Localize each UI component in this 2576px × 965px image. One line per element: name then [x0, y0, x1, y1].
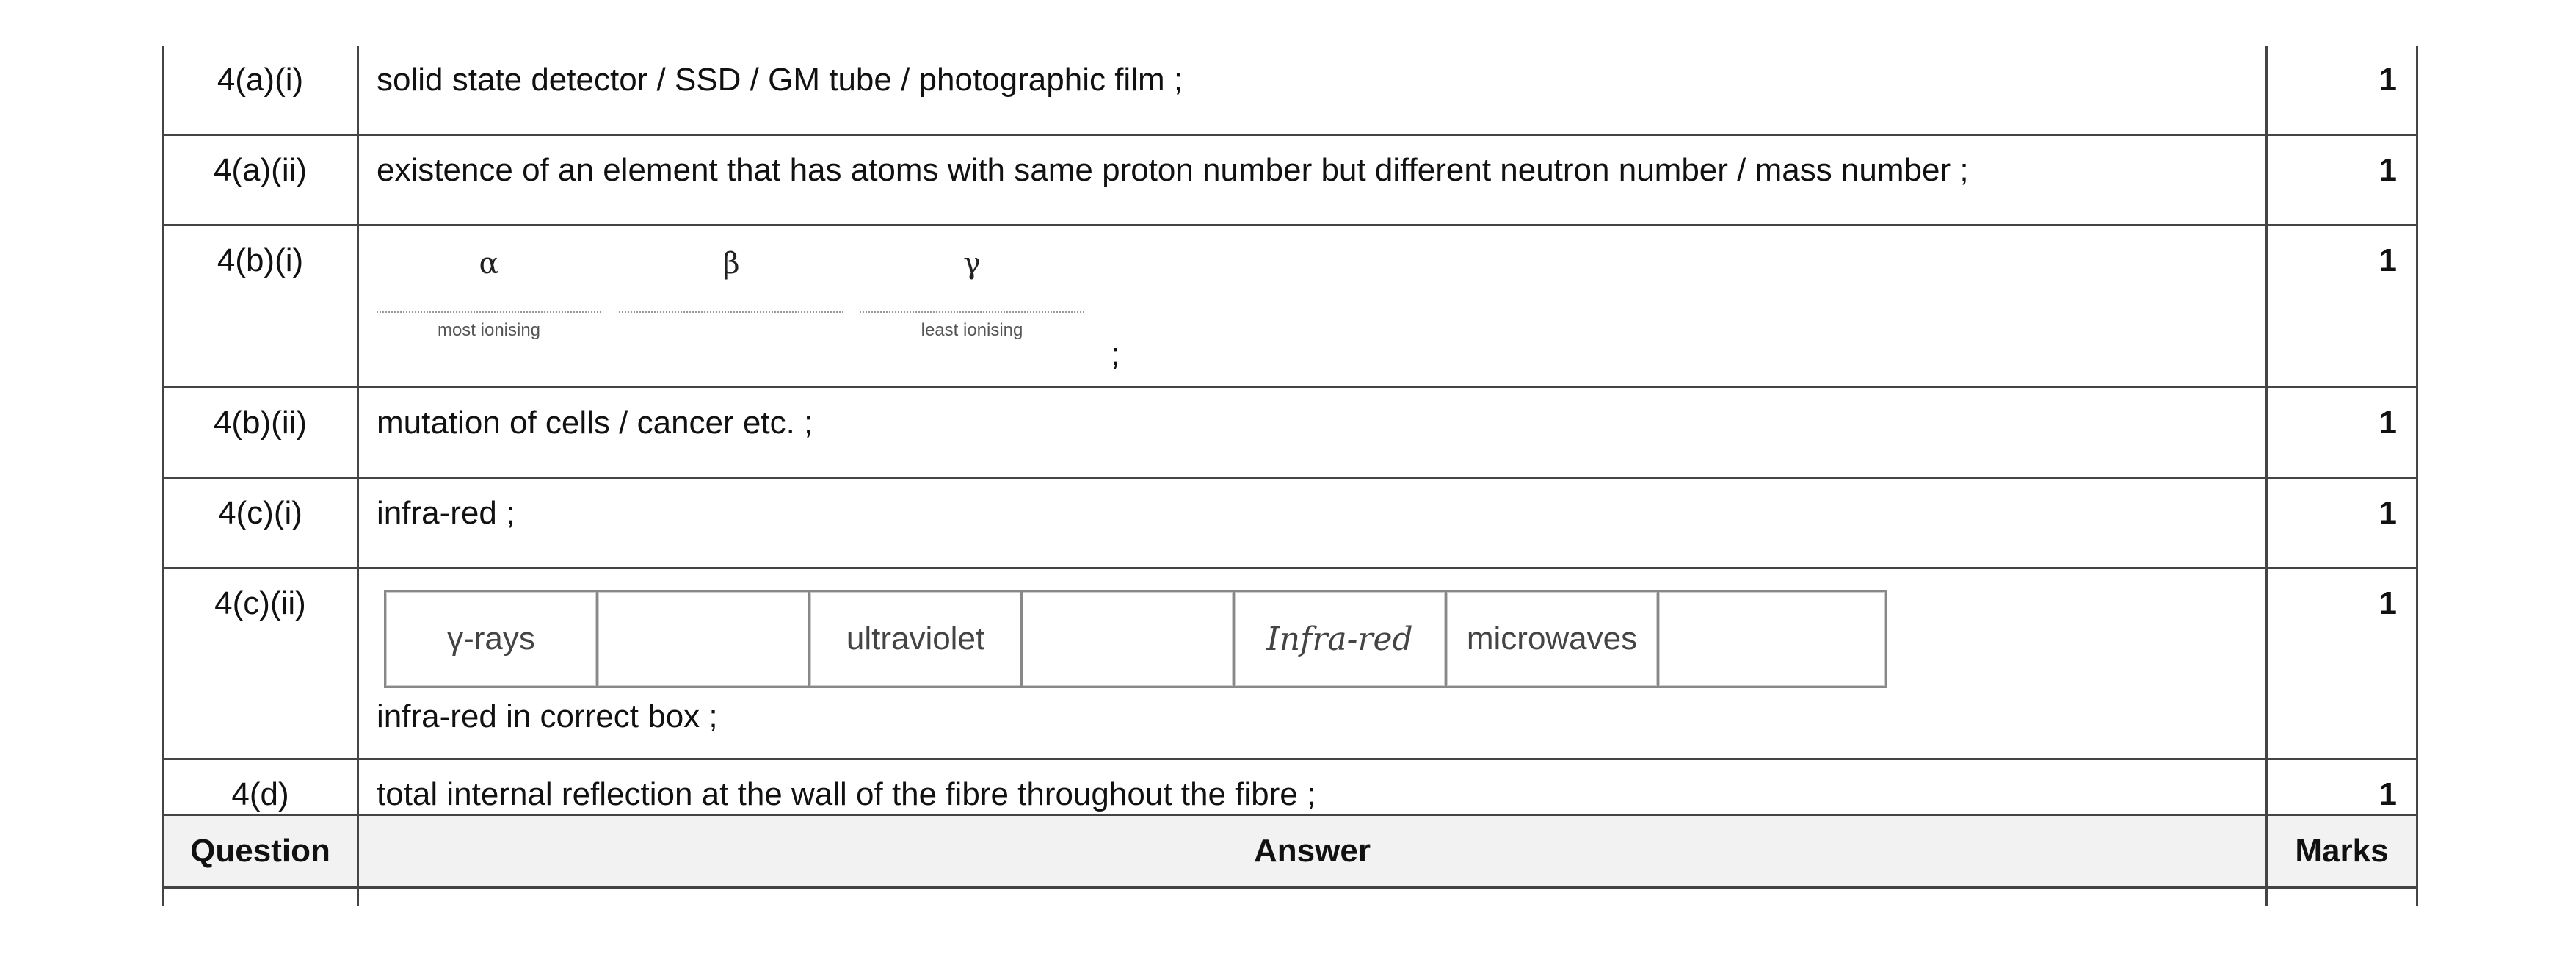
question-number: 4(b)(ii)	[163, 388, 358, 478]
question-number: 4(a)(i)	[163, 46, 358, 135]
marks-value: 1	[2267, 46, 2417, 135]
marks-value: 1	[2267, 568, 2417, 759]
question-number: 4(c)(i)	[163, 478, 358, 568]
spectrum-box	[1658, 591, 1887, 687]
next-page-header-table	[162, 814, 2418, 906]
spectrum-box	[1022, 591, 1234, 687]
spectrum-box: microwaves	[1446, 591, 1658, 687]
ranking-note: least ionising	[921, 320, 1023, 340]
table-row	[163, 46, 2417, 135]
header-answer: Answer	[358, 815, 2267, 888]
marks-value: 1	[2267, 759, 2417, 850]
stub-cell	[358, 888, 2267, 907]
beta-symbol: β	[722, 247, 740, 281]
question-number: 4(a)(ii)	[163, 135, 358, 225]
table-row	[163, 478, 2417, 568]
answer-spectrum	[358, 568, 2267, 759]
question-number: 4(d)	[163, 759, 358, 850]
marks-value: 1	[2267, 135, 2417, 225]
question-number: 4(b)(i)	[163, 225, 358, 388]
spectrum-box	[598, 591, 810, 687]
answer-text: total internal reflection at the wall of the fibre throughout the fibre ;	[358, 759, 2267, 850]
spectrum-box: γ-rays	[385, 591, 598, 687]
header-marks: Marks	[2267, 815, 2417, 888]
gamma-symbol: γ	[963, 247, 981, 281]
dotted-answer-line	[860, 311, 1084, 313]
answer-text: existence of an element that has atoms with same proton number but different neutron number / mass number ;	[358, 135, 2267, 225]
question-number: 4(c)(ii)	[163, 568, 358, 759]
ranking-terminator: ;	[1111, 336, 1120, 372]
stub-cell	[2267, 888, 2417, 907]
marks-value: 1	[2267, 478, 2417, 568]
table-row	[163, 225, 2417, 388]
answer-text: infra-red ;	[358, 478, 2267, 568]
alpha-symbol: α	[479, 247, 499, 281]
ionising-ranking	[377, 226, 2265, 386]
spectrum-box-handwritten: Infra-red	[1234, 591, 1446, 687]
dotted-answer-line	[377, 311, 601, 313]
answer-text: infra-red in correct box ;	[377, 698, 718, 734]
answer-text: mutation of cells / cancer etc. ;	[358, 388, 2267, 478]
marks-value: 1	[2267, 388, 2417, 478]
marks-value: 1	[2267, 225, 2417, 388]
header-question: Question	[163, 815, 358, 888]
dotted-answer-line	[619, 311, 843, 313]
header-row	[163, 815, 2417, 888]
table-row	[163, 568, 2417, 759]
table-row	[163, 388, 2417, 478]
em-spectrum-table	[384, 590, 1887, 688]
ranking-note: most ionising	[437, 320, 541, 340]
stub-cell	[163, 888, 358, 907]
answer-ranking	[358, 225, 2267, 388]
answer-text: solid state detector / SSD / GM tube / photographic film ;	[358, 46, 2267, 135]
spectrum-box: ultraviolet	[810, 591, 1022, 687]
table-row	[163, 135, 2417, 225]
mark-scheme-table	[162, 46, 2418, 850]
table-row-stub	[163, 888, 2417, 907]
